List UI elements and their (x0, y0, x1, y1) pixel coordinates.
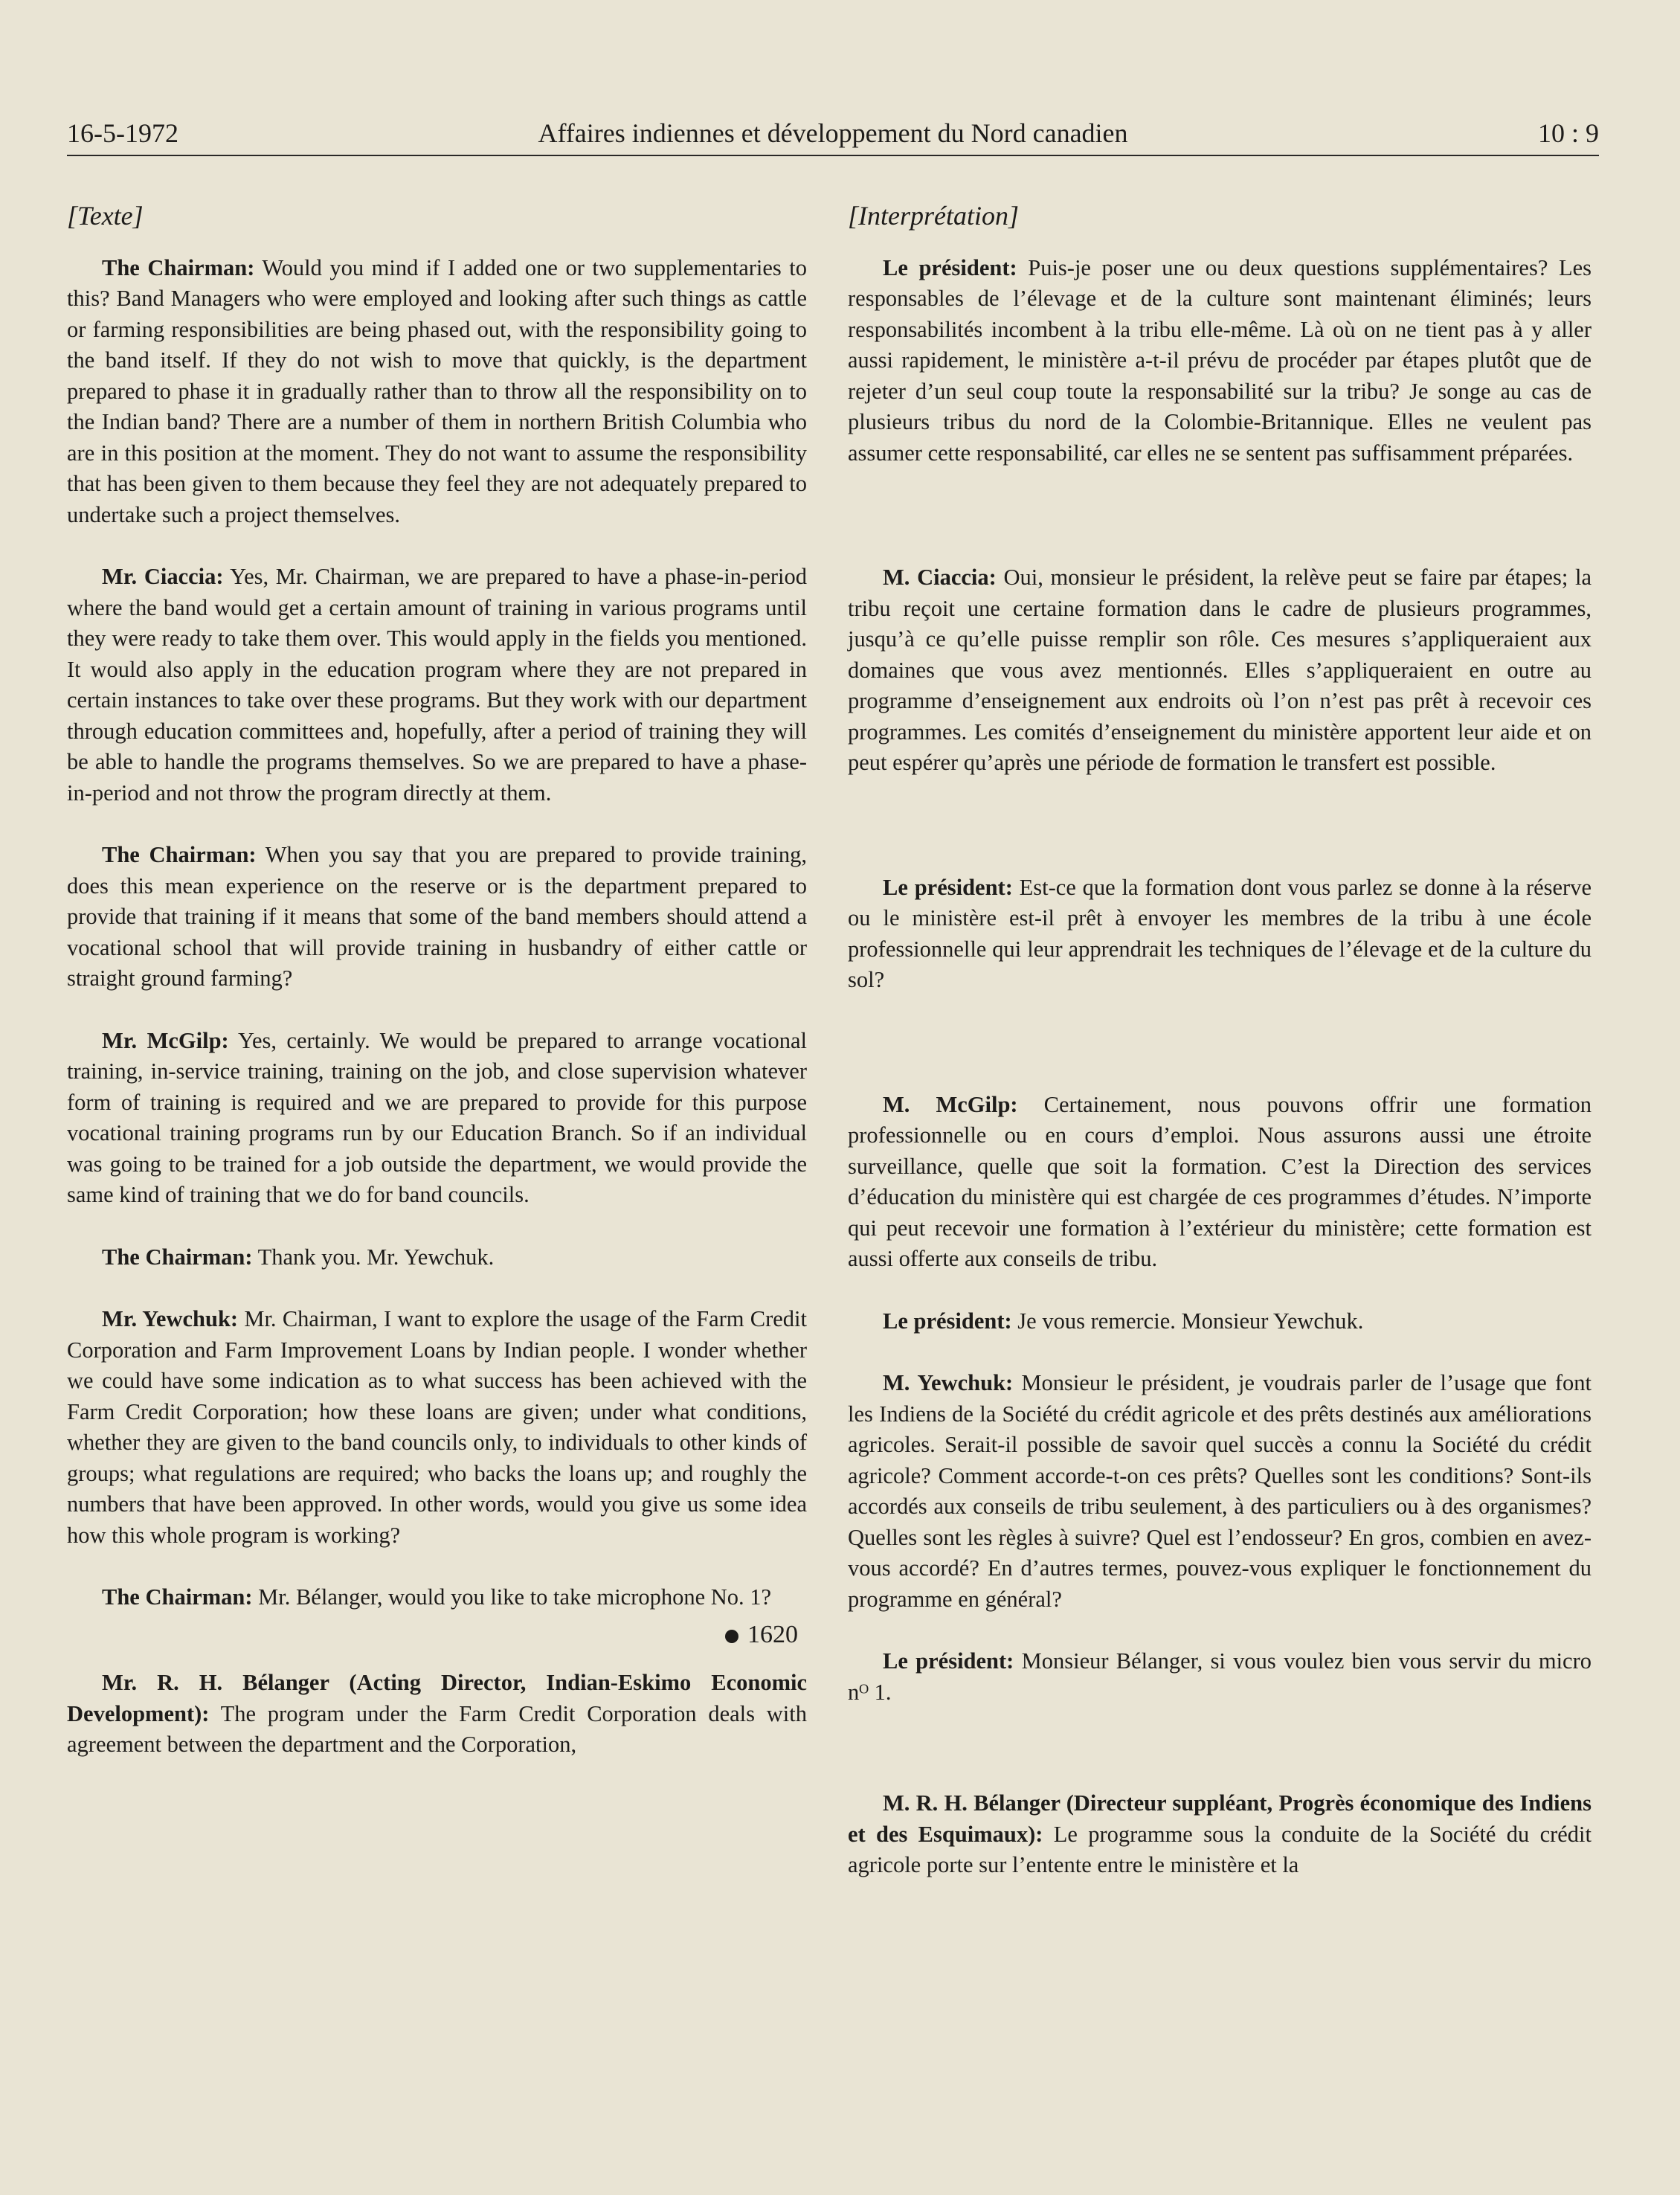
section-label-texte: [Texte] (67, 201, 144, 231)
paragraph-text: Mr. Chairman, I want to explore the usage of the Farm Credit Corporation and Farm Improvement Loans by Indian people. I wonder whether we could have some indication as to what success has been achieved with the Farm Credit Corporation; how these loans are given; under what conditions, whether they are given to the band councils only, to individuals to other kinds of groups; what regulations are required; who backs the loans up; and roughly the numbers that have been approved. In other words, would you give us some idea how this whole program is working? (67, 1306, 807, 1548)
paragraph-text: When you say that you are prepared to provide training, does this mean experience on the reserve or is the department prepared to provide that training if it means that some of the band members should attend a vocational school that will provide training in husbandry of either cattle or straight ground farming? (67, 842, 807, 991)
paragraph (67, 1668, 807, 1761)
paragraph-text: Yes, Mr. Chairman, we are prepared to have a phase-in-period where the band would get a certain amount of training in various programs until they were ready to take them over. This would apply in the fields you mentioned. It would also apply in the education program where they are not prepared in certain instances to take over these programs. But they work with our department through education committees and, hopefully, after a period of training they will be able to handle the programs themselves. So we are prepared to have a phase-in-period and not throw the program directly at them. (67, 564, 808, 806)
paragraph (67, 1242, 807, 1273)
paragraph (67, 1582, 807, 1613)
paragraph-text: Oui, monsieur le président, la relève peut se faire par étapes; la tribu reçoit une certaine formation dans le cadre de plusieurs programmes, jusqu’à ce qu’elle puisse remplir son rôle. Ces mesures s’appliqueraient aux domaines que vous avez mentionnés. Elles s’appliqueraient en outre au programme d’enseignement aux endroits où l’on n’est pas prêt à recevoir ces programmes. Les comités d’enseignement du ministère apportent leur aide et on peut espérer qu’après une période de formation le transfert est possible. (848, 565, 1592, 775)
paragraph (67, 1026, 807, 1211)
paragraph-text: Puis-je poser une ou deux questions supplémentaires? Les responsables de l’élevage et de la culture sont maintenant éliminés; leurs responsabilités incombent à la tribu elle-même. Là où on ne tient pas à y aller aussi rapidement, le ministère a-t-il prévu de procéder par étapes plutôt que de rejeter d’un seul coup toute la responsabilité sur la tribu? Je songe au cas de plusieurs tribus du nord de la Colombie-Britannique. Elles ne veulent pas assumer cette responsabilité, car elles ne se sentent pas suffisamment préparées. (848, 254, 1592, 466)
paragraph-text: Thank you. Mr. Yewchuk. (252, 1244, 495, 1270)
time-marker (67, 1619, 807, 1651)
paragraph (848, 872, 1592, 996)
paragraph-text: Monsieur le président, je voudrais parler de l’usage que font les Indiens de la Société du crédit agricole et des prêts destinés aux améliorations agricoles. Serait-il possible de savoir quel succès a connu la Société du crédit agricole? Comment accorde-t-on ces prêts? Quelles sont les conditions? Sont-ils accordés aux conseils de tribu seulement, à des particuliers ou à des organismes? Quelles sont les règles à suivre? Quel est l’endosseur? En gros, combien en avez-vous accordé? En d’autres termes, pouvez-vous expliquer le fonctionnement du programme en général? (848, 1370, 1592, 1612)
paragraph-text: Yes, certainly. We would be prepared to arrange vocational training, in-service training, training on the job, and close supervision whatever form of training is required and we are prepared to provide for this purpose vocational training programs run by our Education Branch. So if an individual was going to be trained for a job outside the department, we would provide the same kind of training that we do for band councils. (67, 1027, 808, 1207)
speaker-name: Le président: (883, 874, 1013, 900)
paragraph-text: Would you mind if I added one or two supplementaries to this? Band Managers who were employed and looking after such things as cattle or farming responsibilities are being phased out, with the responsibility going to the band itself. If they do not wish to move that quickly, is the department prepared to phase it in gradually rather than to throw all the responsibility on to the Indian band? There are a number of them in northern British Columbia who are in this position at the moment. They do not want to assume the responsibility that has been given to them because they feel they are not adequately prepared to undertake such a project themselves. (67, 254, 808, 527)
speaker-name: Mr. R. H. Bélanger (Acting Director, Indian-Eskimo Economic Development): (67, 1670, 807, 1726)
header-title: Affaires indiennes et développement du Nord canadien (538, 118, 1128, 148)
time-marker-text: 1620 (747, 1620, 798, 1648)
paragraph-text: Je vous remercie. Monsieur Yewchuk. (1011, 1308, 1364, 1334)
paragraph-text: Certainement, nous pouvons offrir une formation professionnelle ou en cours d’emploi. Nous assurons aussi une étroite surveillance, quelle que soit la formation. C’est la Direction des services d’éducation du ministère qui est chargée de ces programmes d’études. N’importe qui peut recevoir une formation à l’extérieur du ministère; cette formation est aussi offerte aux conseils de tribu. (848, 1091, 1592, 1271)
paragraph (67, 562, 807, 809)
speaker-name: Le président: (883, 1648, 1014, 1674)
paragraph (67, 840, 807, 994)
paragraph (848, 1090, 1592, 1275)
speaker-name: Le président: (883, 254, 1017, 280)
paragraph-text: Est-ce que la formation dont vous parlez se donne à la réserve ou le ministère est-il prêt à envoyer les membres de la tribu à une école professionnelle qui leur apprendrait les techniques de l’élevage et de la culture du sol? (848, 874, 1592, 992)
english-column (67, 201, 807, 1761)
speaker-name: Mr. Yewchuk: (102, 1306, 239, 1331)
speaker-name: M. McGilp: (883, 1091, 1018, 1117)
paragraph (848, 1368, 1592, 1615)
paragraph (67, 1304, 807, 1551)
speaker-name: M. Ciaccia: (883, 565, 997, 590)
speaker-name: Mr. McGilp: (102, 1027, 229, 1053)
speaker-name: The Chairman: (102, 254, 255, 280)
paragraph (848, 253, 1592, 469)
page-header (67, 118, 1599, 156)
speaker-name: Le président: (883, 1308, 1012, 1334)
speaker-name: The Chairman: (102, 1584, 253, 1610)
paragraph (848, 1788, 1592, 1881)
paragraph-text: Mr. Bélanger, would you like to take microphone No. 1? (252, 1584, 772, 1610)
header-page-number: 10 : 9 (1537, 118, 1599, 148)
french-column (848, 201, 1592, 1881)
paragraph-text: Monsieur Bélanger, si vous voulez bien vous servir du micro nᴼ 1. (848, 1648, 1592, 1705)
paragraph (67, 253, 807, 531)
paragraph-text: The program under the Farm Credit Corporation deals with agreement between the department and the Corporation, (67, 1700, 807, 1757)
paragraph (848, 1306, 1592, 1337)
section-label-interpretation: [Interprétation] (848, 201, 1019, 231)
header-date: 16-5-1972 (67, 118, 178, 148)
header-rule (67, 155, 1599, 156)
bullet-icon (725, 1630, 738, 1643)
paragraph-text: Le programme sous la conduite de la Société du crédit agricole porte sur l’entente entre le ministère et la (848, 1821, 1592, 1877)
speaker-name: M. R. H. Bélanger (Directeur suppléant, Progrès économique des Indiens et des Esquimaux): (848, 1790, 1592, 1847)
paragraph (848, 1646, 1592, 1708)
speaker-name: The Chairman: (102, 1244, 253, 1270)
speaker-name: The Chairman: (102, 842, 257, 867)
speaker-name: Mr. Ciaccia: (102, 564, 224, 589)
paragraph (848, 562, 1592, 779)
speaker-name: M. Yewchuk: (883, 1370, 1014, 1395)
